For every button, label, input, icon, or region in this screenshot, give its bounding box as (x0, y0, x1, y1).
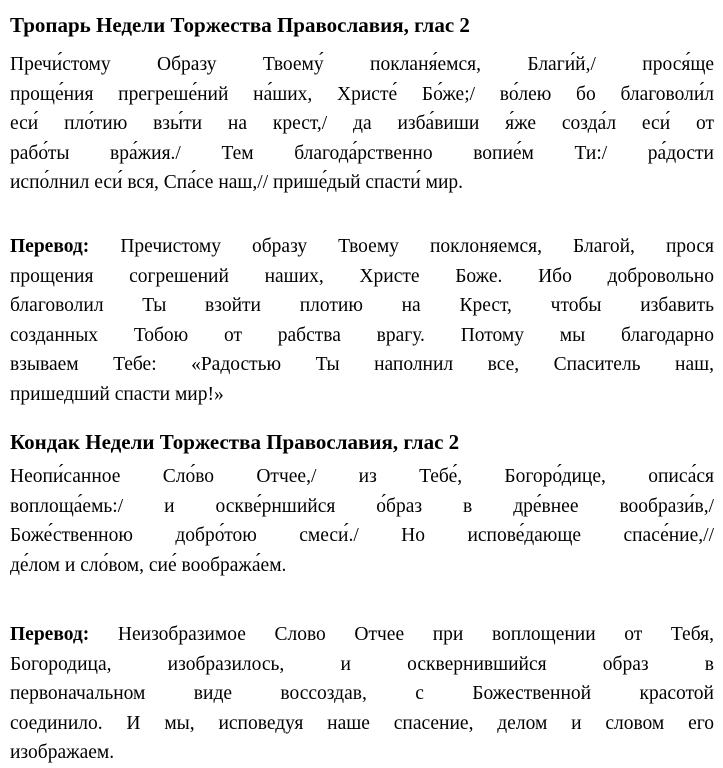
text-line: испо́лнил еси́ вся, Спа́се наш,// прише́дый спасти́ мир. (10, 172, 464, 193)
text-line: Пречи́стому Образу Твоему́ покланя́емся, Благи́й,/ прося́ще (10, 54, 714, 75)
translation-label: Перевод: (10, 624, 90, 645)
troparion-translation (10, 232, 714, 409)
translation-label: Перевод: (10, 236, 90, 257)
text-line: пришедший спасти мир!» (10, 383, 224, 405)
text-line: проще́ния прегреше́ний на́ших, Христе́ Бо́же;/ во́лею бо благоволи́л (10, 83, 714, 105)
kontakion-translation (10, 620, 714, 768)
text-segment: Неизобразимое Слово Отчее при воплощении от Тебя, (117, 624, 714, 645)
text-line: прощения согрешений наших, Христе Боже. Ибо добровольно (10, 265, 714, 287)
text-line: воплоща́емь:/ и оскве́рншийся о́браз в дре́внее вообрази́в,/ (10, 495, 714, 517)
text-line: соединило. И мы, исповедуя наше спасение, делом и словом его (10, 712, 714, 734)
text-line: еси́ пло́тию взы́ти на крест,/ да изба́виши я́же созда́л еси́ от (10, 113, 714, 134)
text-line (10, 232, 714, 262)
troparion-text (10, 50, 714, 198)
text-line: Богородица, изобразилось, и осквернившийся образ в (10, 653, 714, 675)
text-line: взываем Тебе: «Радостью Ты наполнил все, Спаситель наш, (10, 354, 714, 375)
text-line: благоволил Ты взойти плотию на Крест, чтобы избавить (10, 295, 714, 316)
text-line: Боже́ственною добро́тою смеси́./ Но испове́дающе спасе́ние,// (10, 525, 714, 546)
text-line: Неопи́санное Сло́во Отчее,/ из Тебе́, Богоро́дице, описа́ся (10, 466, 714, 487)
text-line: де́лом и сло́вом, сие́ вообража́ем. (10, 554, 287, 576)
text-line: изображаем. (10, 742, 115, 763)
text-line (10, 620, 714, 650)
troparion-title: Тропарь Недели Торжества Православия, глас 2 (10, 13, 470, 37)
kontakion-title: Кондак Недели Торжества Православия, глас 2 (10, 430, 460, 454)
kontakion-text (10, 462, 714, 580)
text-line: рабо́ты вра́жия./ Тем благода́рственно вопие́м Ти:/ ра́дости (10, 142, 714, 164)
text-line: созданных Тобою от рабства врагу. Потому мы благодарно (10, 324, 714, 346)
text-line: первоначальном виде воссоздав, с Божественной красотой (10, 683, 714, 704)
text-segment: Пречистому образу Твоему поклоняемся, Благой, прося (120, 236, 715, 257)
